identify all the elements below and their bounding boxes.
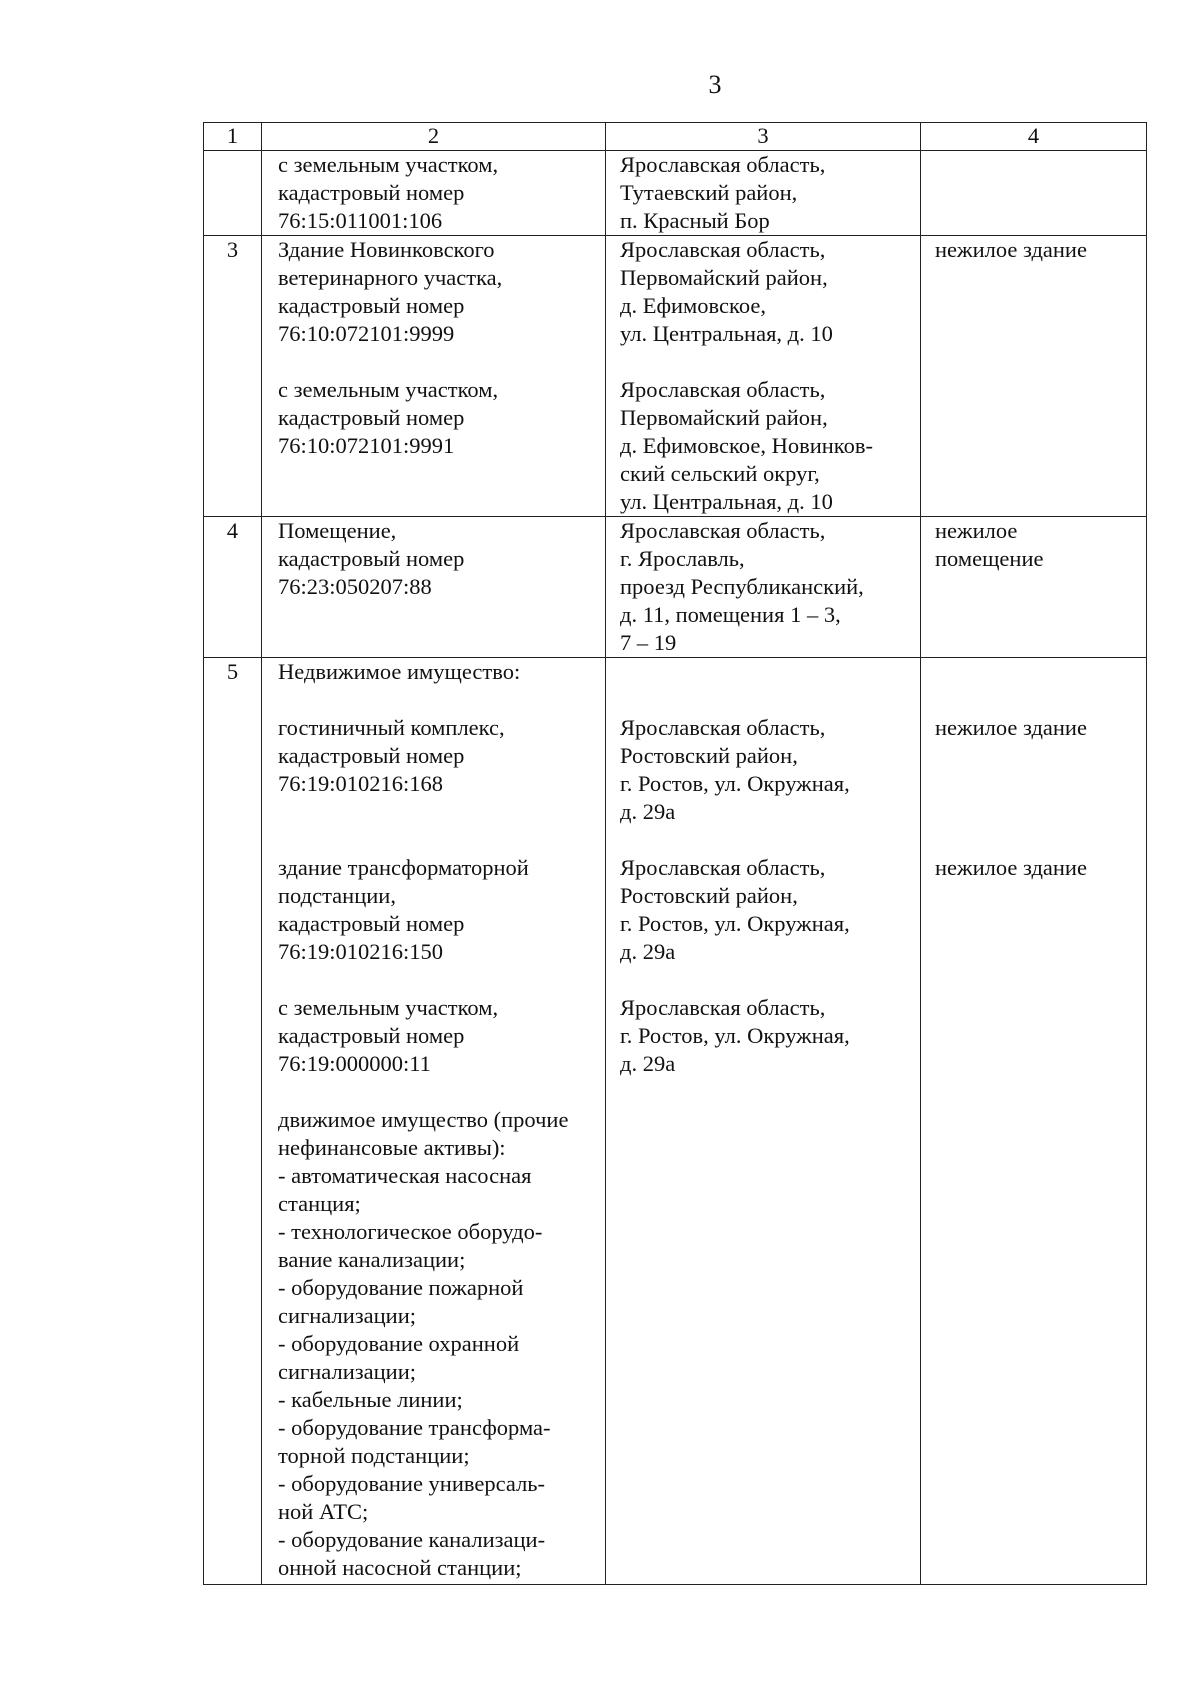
address-text: Ярославская область, Ростовский район, г. Ростов, ул. Окружная, д. 29а — [620, 855, 850, 964]
address-text: Ярославская область, Первомайский район, д. Ефимовское, ул. Центральная, д. 10 — [620, 237, 833, 346]
type-cell — [921, 517, 1147, 658]
address-cell — [606, 151, 921, 236]
object-cell — [262, 236, 606, 517]
address-text: Ярославская область, г. Ростов, ул. Окружная, д. 29а — [620, 995, 850, 1076]
column-header: 3 — [606, 123, 921, 151]
table-header-row — [204, 123, 1147, 151]
object-cell — [262, 517, 606, 658]
type-text: нежилое помещение — [935, 518, 1044, 571]
address-text: Ярославская область, Тутаевский район, п. Красный Бор — [620, 152, 826, 233]
object-text: Недвижимое имущество: — [278, 659, 521, 684]
address-cell — [606, 517, 921, 658]
row-number: 5 — [204, 658, 262, 1585]
address-text: Ярославская область, Ростовский район, г. Ростов, ул. Окружная, д. 29а — [620, 715, 850, 824]
object-text: здание трансформаторной подстанции, кадастровый номер 76:19:010216:150 — [278, 855, 529, 964]
page-number: 3 — [708, 70, 722, 99]
address-text: Ярославская область, г. Ярославль, проезд Республиканский, д. 11, помещения 1 – 3, 7 – 19 — [620, 518, 864, 655]
table-row — [204, 151, 1147, 236]
type-text: нежилое здание — [935, 715, 1087, 740]
object-text: с земельным участком, кадастровый номер 76:19:000000:11 — [278, 995, 499, 1076]
type-cell — [921, 658, 1147, 1585]
address-text: Ярославская область, Первомайский район, д. Ефимовское, Новинков- ский сельский округ, ул. Центральная, д. 10 — [620, 377, 873, 514]
address-cell — [606, 658, 921, 1585]
property-table — [203, 122, 1147, 1585]
object-text: Помещение, кадастровый номер 76:23:050207:88 — [278, 518, 465, 599]
type-text: нежилое здание — [935, 855, 1087, 880]
object-text: с земельным участком, кадастровый номер 76:15:011001:106 — [278, 152, 499, 233]
table-row — [204, 658, 1147, 1585]
column-header: 1 — [204, 123, 262, 151]
type-cell — [921, 236, 1147, 517]
row-number: 4 — [204, 517, 262, 658]
type-text: нежилое здание — [935, 237, 1087, 262]
column-header: 2 — [262, 123, 606, 151]
address-cell — [606, 236, 921, 517]
type-cell — [921, 151, 1147, 236]
object-cell — [262, 151, 606, 236]
table-row — [204, 517, 1147, 658]
object-cell — [262, 658, 606, 1585]
table-row — [204, 236, 1147, 517]
row-number — [204, 151, 262, 236]
object-text: гостиничный комплекс, кадастровый номер 76:19:010216:168 — [278, 715, 505, 796]
object-text: с земельным участком, кадастровый номер 76:10:072101:9991 — [278, 377, 499, 458]
object-text: движимое имущество (прочие нефинансовые активы): - автоматическая насосная станция; - технологическое оборудо- вание канализации; - оборудование пожарной сигнализации; - оборудование охранной сигнализации; - кабельные линии; - оборудование трансформа- торной подстанции; - оборудование универсаль- ной АТС; - оборудование канализаци- онной насосной станции; — [278, 1107, 569, 1580]
row-number: 3 — [204, 236, 262, 517]
object-text: Здание Новинковского ветеринарного участка, кадастровый номер 76:10:072101:9999 — [278, 237, 503, 346]
column-header: 4 — [921, 123, 1147, 151]
